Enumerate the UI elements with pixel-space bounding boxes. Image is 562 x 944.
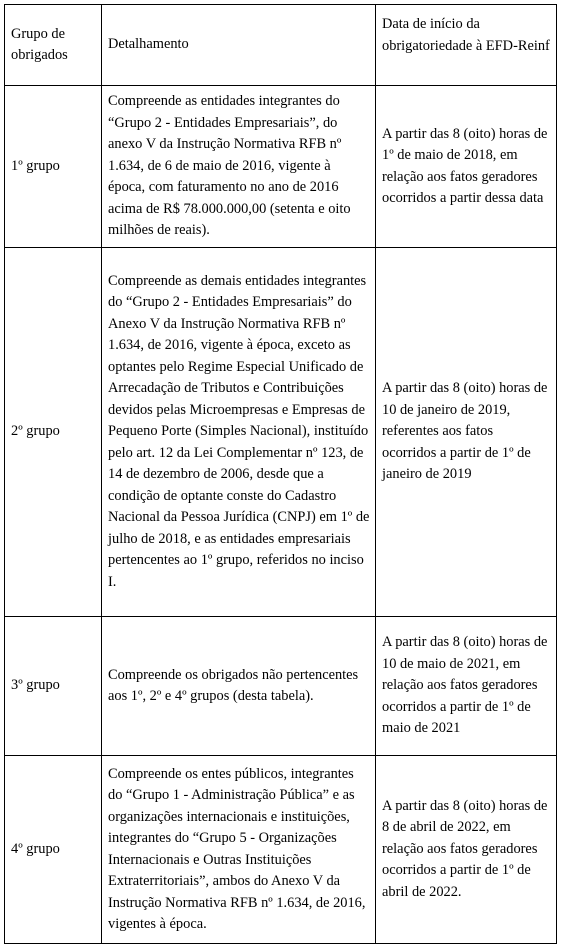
detail-cell: Compreende os obrigados não pertencentes aos 1º, 2º e 4º grupos (desta tabela). [102, 617, 376, 756]
date-cell: A partir das 8 (oito) horas de 1º de maio de 2018, em relação aos fatos geradores ocorridos a partir dessa data [376, 86, 557, 248]
group-cell: 1º grupo [5, 86, 102, 248]
group-cell: 4º grupo [5, 756, 102, 944]
table-row [5, 86, 557, 248]
table-header-row [5, 5, 557, 86]
table-row [5, 617, 557, 756]
detail-cell: Compreende as demais entidades integrantes do “Grupo 2 - Entidades Empresariais” do Anexo V da Instrução Normativa RFB nº 1.634, de 2016, vigente à época, exceto as optantes pelo Regime Especial Unificado de Arrecadação de Tributos e Contribuições devidos pelas Microempresas e Empresas de Pequeno Porte (Simples Nacional), instituído pelo art. 12 da Lei Complementar nº 123, de 14 de dezembro de 2006, desde que a condição de optante conste do Cadastro Nacional da Pessoa Jurídica (CNPJ) em 1º de julho de 2018, e as entidades empresariais pertencentes ao 1º grupo, referidos no inciso I. [102, 248, 376, 617]
group-cell: 2º grupo [5, 248, 102, 617]
table-row [5, 756, 557, 944]
table-row [5, 248, 557, 617]
obligation-schedule-table [4, 4, 557, 944]
header-group-cell: Grupo de obrigados [5, 5, 102, 86]
date-cell: A partir das 8 (oito) horas de 10 de janeiro de 2019, referentes aos fatos ocorridos a partir de 1º de janeiro de 2019 [376, 248, 557, 617]
header-detail-cell: Detalhamento [102, 5, 376, 86]
detail-cell: Compreende as entidades integrantes do “Grupo 2 - Entidades Empresariais”, do anexo V da Instrução Normativa RFB nº 1.634, de 6 de maio de 2016, vigente à época, com faturamento no ano de 2016 acima de R$ 78.000.000,00 (setenta e oito milhões de reais). [102, 86, 376, 248]
date-cell: A partir das 8 (oito) horas de 10 de maio de 2021, em relação aos fatos geradores ocorridos a partir de 1º de maio de 2021 [376, 617, 557, 756]
date-cell: A partir das 8 (oito) horas de 8 de abril de 2022, em relação aos fatos geradores ocorridos a partir de 1º de abril de 2022. [376, 756, 557, 944]
header-date-cell: Data de início da obrigatoriedade à EFD-Reinf [376, 5, 557, 86]
group-cell: 3º grupo [5, 617, 102, 756]
detail-cell: Compreende os entes públicos, integrantes do “Grupo 1 - Administração Pública” e as organizações internacionais e instituições, integrantes do “Grupo 5 - Organizações Internacionais e Outras Instituições Extraterritoriais”, ambos do Anexo V da Instrução Normativa RFB nº 1.634, de 2016, vigentes à época. [102, 756, 376, 944]
